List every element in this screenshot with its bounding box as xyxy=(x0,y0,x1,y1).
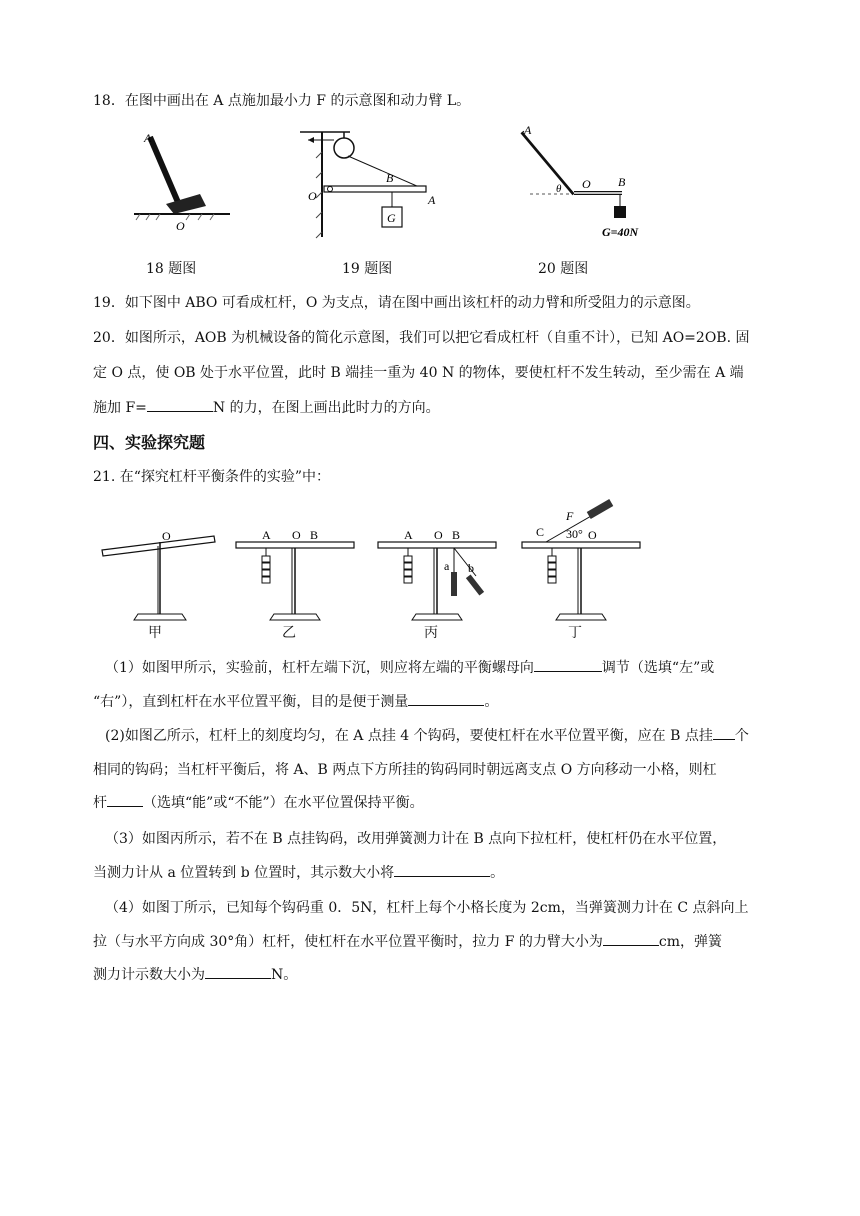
label-O: O xyxy=(162,529,171,543)
figure-19-pulley-lever xyxy=(300,122,440,242)
section-title: 四、实验探究题 xyxy=(93,433,206,452)
caption-jia: 甲 xyxy=(148,625,162,641)
label-O: O xyxy=(176,219,185,233)
q21-p2-line1: (2)如图乙所示，杠杆上的刻度均匀，在 A 点挂 4 个钩码，要使杠杆在水平位置平衡，应在 B 点挂 个 xyxy=(105,725,749,745)
answer-blank[interactable] xyxy=(205,964,271,979)
figure-ding xyxy=(516,494,650,640)
label-O: O xyxy=(434,528,443,542)
label-O: O xyxy=(582,177,591,191)
label-G: G xyxy=(387,211,396,225)
label-30deg: 30° xyxy=(566,527,583,541)
caption-bing: 丙 xyxy=(424,625,438,641)
label-A: A xyxy=(524,123,532,137)
label-A: A xyxy=(262,528,271,542)
label-G: G=40N xyxy=(602,225,639,239)
q20-line1: 20．如图所示，AOB 为机械设备的简化示意图，我们可以把它看成杠杆（自重不计），已知 AO=2OB. 固 xyxy=(93,330,750,346)
label-a: a xyxy=(444,559,450,573)
answer-blank[interactable] xyxy=(408,691,484,706)
label-O: O xyxy=(292,528,301,542)
figure-20-bent-lever xyxy=(510,122,650,242)
answer-blank[interactable] xyxy=(147,397,213,412)
q21-p4-line3: 测力计示数大小为 N。 xyxy=(93,964,297,984)
label-A: A xyxy=(404,528,413,542)
q21-p4-line1: （4）如图丁所示，已知每个钩码重 0．5N，杠杆上每个小格长度为 2cm，当弹簧测力计在 C 点斜向上 xyxy=(105,900,749,916)
label-C: C xyxy=(536,525,545,539)
label-B: B xyxy=(310,528,319,542)
caption-yi: 乙 xyxy=(282,625,296,641)
label-A: A xyxy=(428,193,436,207)
answer-blank[interactable] xyxy=(107,792,143,807)
q18-text: 18．在图中画出在 A 点施加最小力 F 的示意图和动力臂 L。 xyxy=(93,93,471,109)
caption-ding: 丁 xyxy=(568,625,582,641)
label-B: B xyxy=(386,171,394,185)
caption-18: 18 题图 xyxy=(146,261,197,277)
q20-line2: 定 O 点，使 OB 处于水平位置，此时 B 端挂一重为 40 N 的物体，要使杠杆不发生转动，至少需在 A 端 xyxy=(93,365,744,381)
label-O: O xyxy=(588,528,597,542)
label-O: O xyxy=(308,189,317,203)
q21-p3-line2: 当测力计从 a 位置转到 b 位置时，其示数大小将 。 xyxy=(93,862,504,882)
label-B: B xyxy=(618,175,626,189)
answer-blank[interactable] xyxy=(534,657,602,672)
label-F: F xyxy=(566,509,574,523)
label-B: B xyxy=(452,528,461,542)
caption-20: 20 题图 xyxy=(538,261,589,277)
q21-p2-line3: 杆 （选填“能”或“不能”）在水平位置保持平衡。 xyxy=(93,792,424,812)
q20-line3: 施加 F= N 的力，在图上画出此时力的方向。 xyxy=(93,397,440,417)
q21-p2-line2: 相同的钩码；当杠杆平衡后，将 A、B 两点下方所挂的钩码同时朝远离支点 O 方向移动一小格，则杠 xyxy=(93,762,717,778)
q19-text: 19．如下图中 ABO 可看成杠杆，O 为支点，请在图中画出该杠杆的动力臂和所受阻力的示意图。 xyxy=(93,295,700,311)
q21-p4-line2: 拉（与水平方向成 30°角）杠杆，使杠杆在水平位置平衡时，拉力 F 的力臂大小为 cm，弹簧 xyxy=(93,931,722,951)
q21-p3-line1: （3）如图丙所示，若不在 B 点挂钩码，改用弹簧测力计在 B 点向下拉杠杆，使杠杆仍在水平位置， xyxy=(105,831,727,847)
answer-blank[interactable] xyxy=(713,725,735,740)
caption-19: 19 题图 xyxy=(342,261,393,277)
q21-p1-line2: “右”），直到杠杆在水平位置平衡，目的是便于测量 。 xyxy=(93,691,498,711)
label-b: b xyxy=(468,561,474,575)
answer-blank[interactable] xyxy=(394,862,490,877)
figure-18-hammer xyxy=(130,122,240,242)
label-theta: θ xyxy=(556,183,562,195)
q21-p1-line1: （1）如图甲所示，实验前，杠杆左端下沉，则应将左端的平衡螺母向 调节（选填“左”或 xyxy=(105,657,714,677)
answer-blank[interactable] xyxy=(603,931,659,946)
q21-stem: 21. 在“探究杠杆平衡条件的实验”中： xyxy=(93,469,331,485)
label-A: A xyxy=(144,131,152,145)
